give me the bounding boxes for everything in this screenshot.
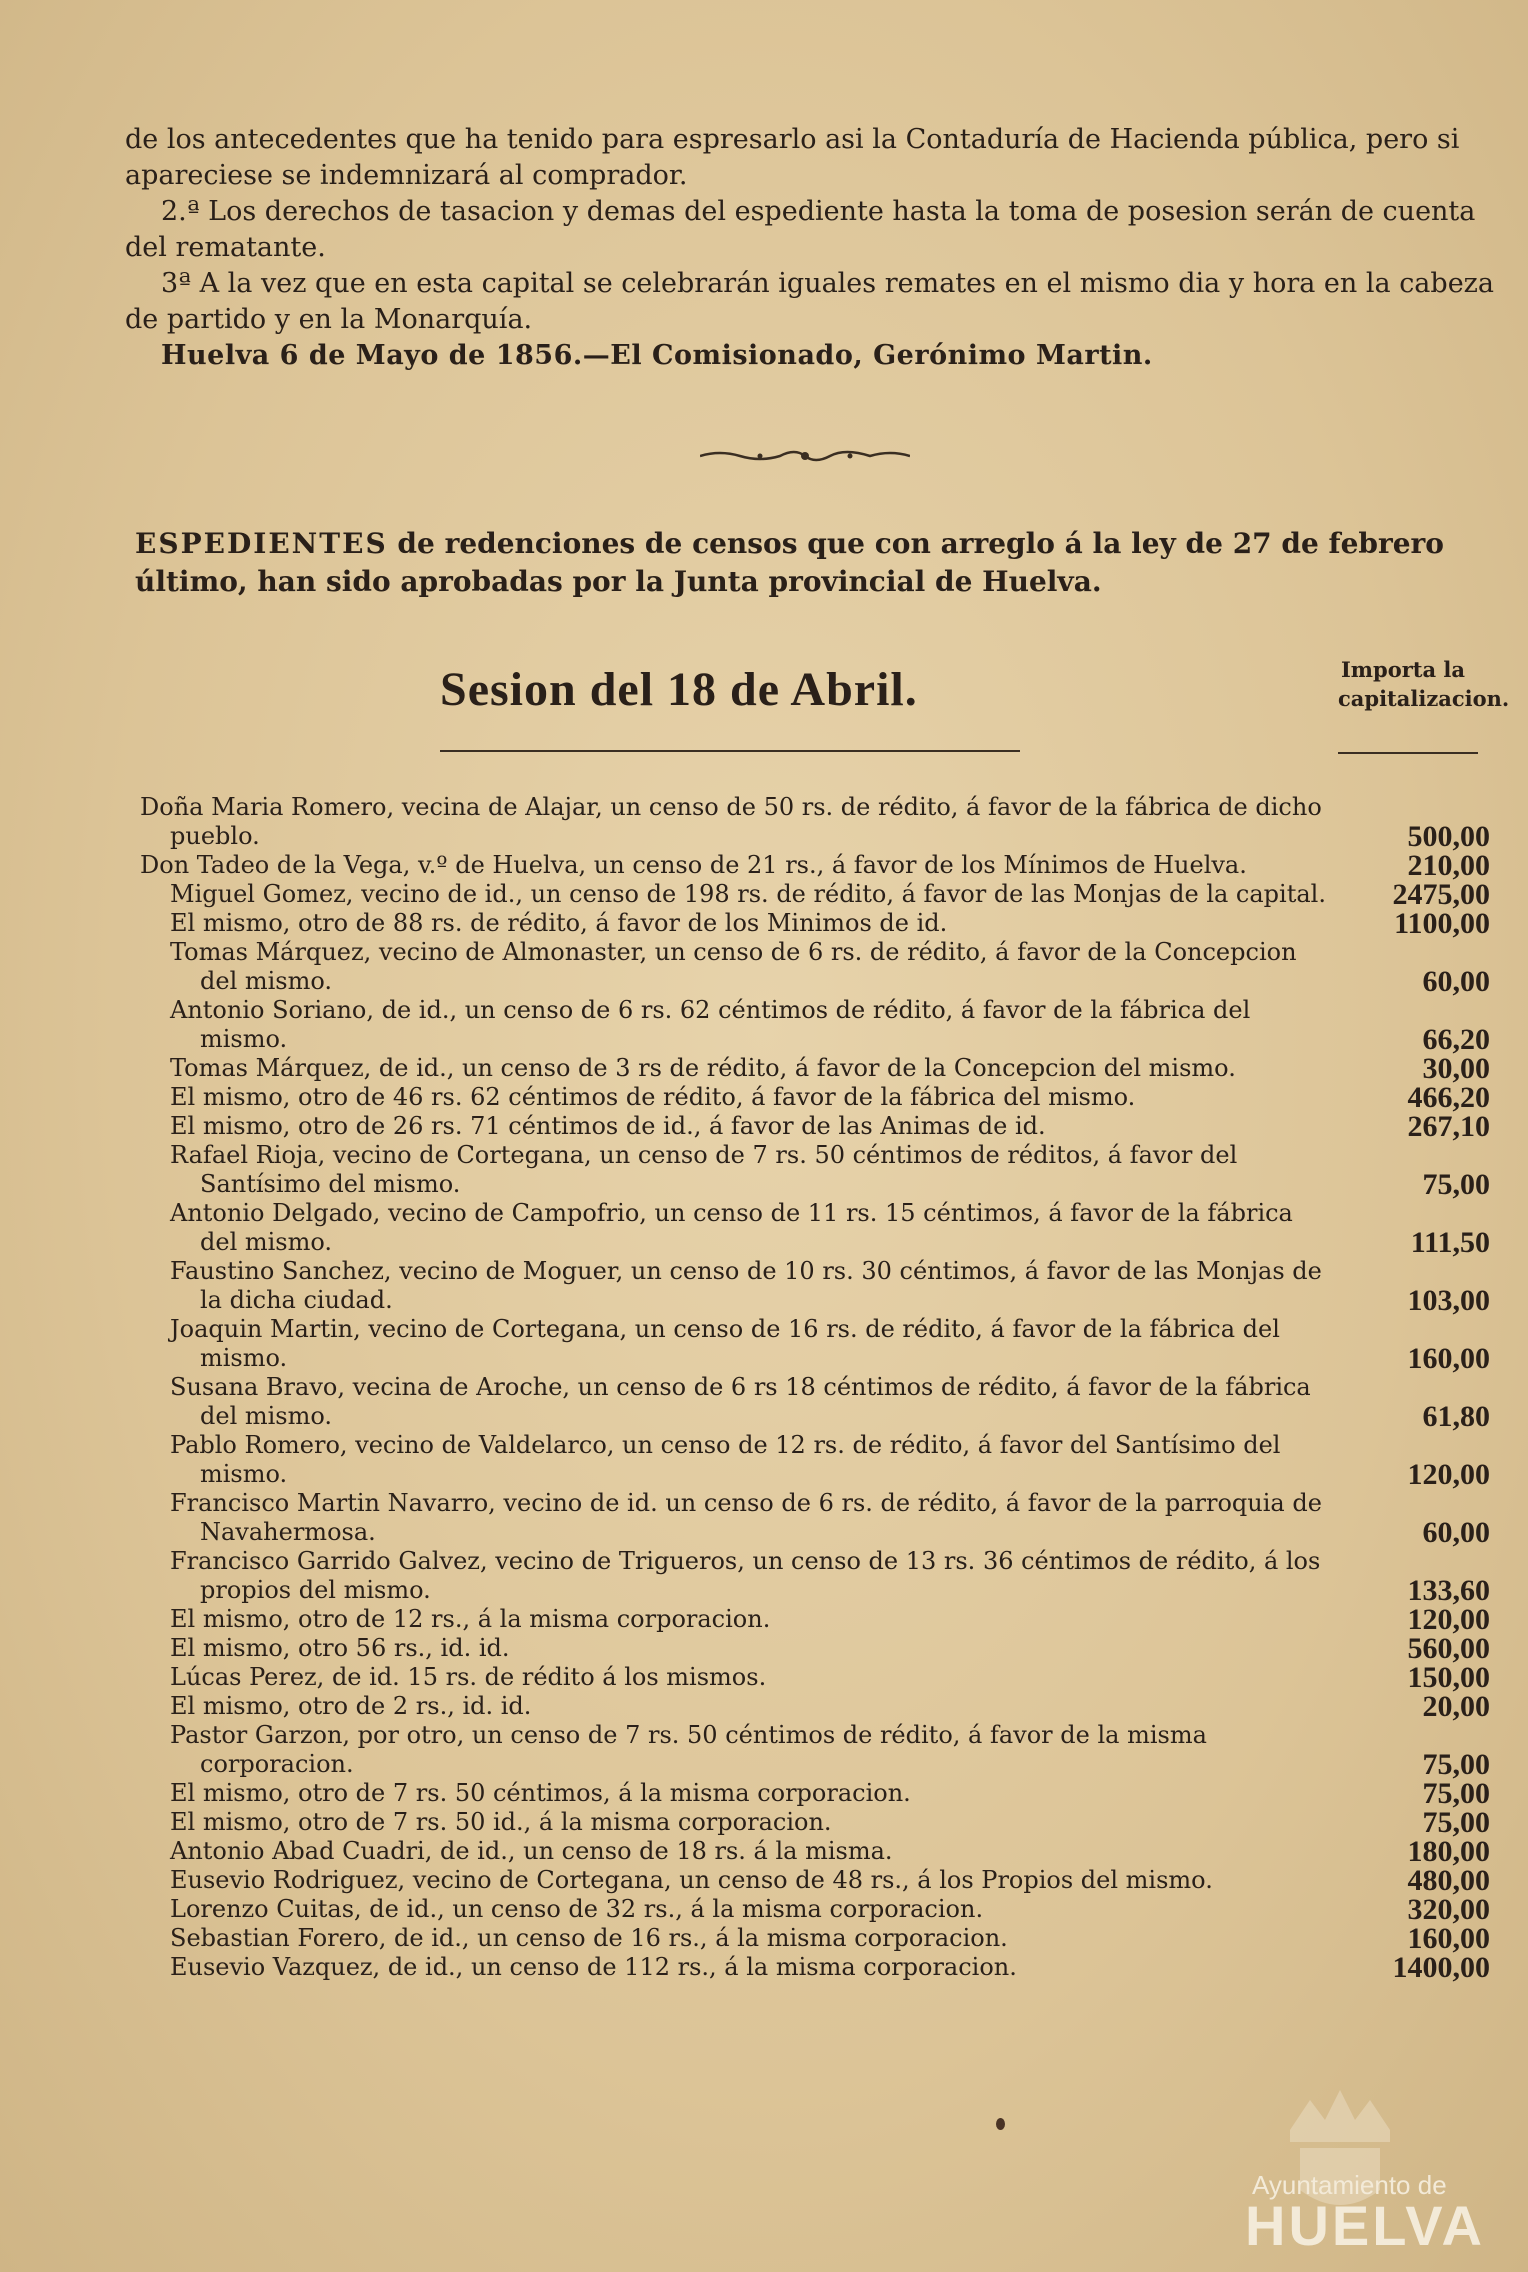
entry-row (140, 1141, 1490, 1199)
entry-text: El mismo, otro de 88 rs. de rédito, á favor de los Minimos de id. (170, 909, 948, 937)
entry-text: Antonio Abad Cuadri, de id., un censo de 18 rs. á la misma. (170, 1837, 893, 1865)
entry-amount: 30,00 (1422, 1052, 1490, 1085)
entry-text: Lorenzo Cuitas, de id., un censo de 32 rs., á la misma corporacion. (170, 1895, 984, 1923)
entry-amount: 320,00 (1407, 1893, 1490, 1926)
column-rule (1338, 752, 1478, 754)
ink-dot (996, 2118, 1005, 2130)
intro-paragraph-2: 2.ª Los derechos de tasacion y demas del espediente hasta la toma de posesion serán de cuenta del rematante. (125, 196, 1476, 263)
intro-text (125, 122, 1495, 374)
entry-row (140, 1837, 1490, 1866)
entry-row (140, 1083, 1490, 1112)
entry-row (140, 1953, 1490, 1982)
entry-text: El mismo, otro de 26 rs. 71 céntimos de id., á favor de las Animas de id. (170, 1112, 1046, 1140)
entry-text: Rafael Rioja, vecino de Cortegana, un censo de 7 rs. 50 céntimos de réditos, á favor del Santísimo del mismo. (170, 1141, 1238, 1198)
entry-row (140, 1315, 1490, 1373)
entry-text: Faustino Sanchez, vecino de Moguer, un censo de 10 rs. 30 céntimos, á favor de las Monjas de la dicha ciudad. (170, 1257, 1322, 1314)
watermark-line-1: Ayuntamiento de (1252, 2170, 1447, 2200)
entry-amount: 160,00 (1407, 1922, 1490, 1955)
entry-text: Lúcas Perez, de id. 15 rs. de rédito á los mismos. (170, 1663, 767, 1691)
ornament-divider (700, 448, 910, 464)
entry-row (140, 1547, 1490, 1605)
entry-row (140, 1257, 1490, 1315)
column-header: Importa la capitalizacion. (1338, 657, 1510, 711)
entry-text: El mismo, otro de 2 rs., id. id. (170, 1692, 532, 1720)
entry-amount: 267,10 (1407, 1110, 1490, 1143)
entry-text: El mismo, otro 56 rs., id. id. (170, 1634, 510, 1662)
entry-amount: 75,00 (1422, 1748, 1490, 1781)
entry-row (140, 1199, 1490, 1257)
entry-row (140, 1692, 1490, 1721)
entry-row (140, 1634, 1490, 1663)
entry-amount: 66,20 (1422, 1023, 1490, 1056)
entry-row (140, 1866, 1490, 1895)
entry-row (140, 1605, 1490, 1634)
entry-amount: 75,00 (1422, 1168, 1490, 1201)
entry-amount: 60,00 (1422, 965, 1490, 998)
entry-amount: 150,00 (1407, 1661, 1490, 1694)
entry-row (140, 996, 1490, 1054)
entry-row (140, 1489, 1490, 1547)
entry-row (140, 1924, 1490, 1953)
entry-text: El mismo, otro de 7 rs. 50 id., á la misma corporacion. (170, 1808, 832, 1836)
entry-text: Tomas Márquez, de id., un censo de 3 rs de rédito, á favor de la Concepcion del mismo. (170, 1054, 1236, 1082)
entry-amount: 111,50 (1410, 1226, 1490, 1259)
entry-row (140, 909, 1490, 938)
entry-row (140, 1054, 1490, 1083)
entries-list (140, 793, 1490, 1982)
entry-row (140, 1373, 1490, 1431)
session-rule (440, 750, 1020, 752)
entry-text: Don Tadeo de la Vega, v.º de Huelva, un censo de 21 rs., á favor de los Mínimos de Huelva. (140, 851, 1247, 879)
entry-text: Joaquin Martin, vecino de Cortegana, un censo de 16 rs. de rédito, á favor de la fábrica del mismo. (170, 1315, 1280, 1372)
entry-amount: 560,00 (1407, 1632, 1490, 1665)
entry-amount: 61,80 (1422, 1400, 1490, 1433)
heading-lead: ESPEDIENTES (135, 527, 388, 560)
entry-text: Eusevio Rodriguez, vecino de Cortegana, un censo de 48 rs., á los Propios del mismo. (170, 1866, 1213, 1894)
entry-row (140, 1431, 1490, 1489)
entry-amount: 480,00 (1407, 1864, 1490, 1897)
entry-row (140, 793, 1490, 851)
entry-amount: 103,00 (1407, 1284, 1490, 1317)
entry-row (140, 1112, 1490, 1141)
entry-amount: 500,00 (1407, 820, 1490, 853)
entry-amount: 160,00 (1407, 1342, 1490, 1375)
entry-amount: 466,20 (1407, 1081, 1490, 1114)
entry-text: Antonio Delgado, vecino de Campofrio, un censo de 11 rs. 15 céntimos, á favor de la fábrica del mismo. (170, 1199, 1293, 1256)
entry-amount: 1100,00 (1394, 907, 1490, 940)
entry-row (140, 880, 1490, 909)
entry-amount: 210,00 (1407, 849, 1490, 882)
entry-amount: 2475,00 (1392, 878, 1490, 911)
entry-amount: 1400,00 (1392, 1951, 1490, 1984)
entry-text: Susana Bravo, vecina de Aroche, un censo de 6 rs 18 céntimos de rédito, á favor de la fábrica del mismo. (170, 1373, 1311, 1430)
entry-text: Eusevio Vazquez, de id., un censo de 112 rs., á la misma corporacion. (170, 1953, 1017, 1981)
entry-row (140, 851, 1490, 880)
entry-amount: 120,00 (1407, 1458, 1490, 1491)
entry-text: Sebastian Forero, de id., un censo de 16 rs., á la misma corporacion. (170, 1924, 1008, 1952)
entry-text: El mismo, otro de 12 rs., á la misma corporacion. (170, 1605, 771, 1633)
entry-row (140, 1895, 1490, 1924)
entry-text: Tomas Márquez, vecino de Almonaster, un censo de 6 rs. de rédito, á favor de la Concepcion del mismo. (170, 938, 1297, 995)
entry-amount: 120,00 (1407, 1603, 1490, 1636)
entry-amount: 133,60 (1407, 1574, 1490, 1607)
entry-text: Pastor Garzon, por otro, un censo de 7 rs. 50 céntimos de rédito, á favor de la misma corporacion. (170, 1721, 1207, 1778)
entry-row (140, 1779, 1490, 1808)
entry-text: Francisco Garrido Galvez, vecino de Trigueros, un censo de 13 rs. 36 céntimos de rédito, á los propios del mismo. (170, 1547, 1321, 1604)
entry-text: Francisco Martin Navarro, vecino de id. un censo de 6 rs. de rédito, á favor de la parroquia de Navahermosa. (170, 1489, 1322, 1546)
entry-text: Miguel Gomez, vecino de id., un censo de 198 rs. de rédito, á favor de las Monjas de la capital. (170, 880, 1326, 908)
entry-row (140, 1663, 1490, 1692)
heading-rest: de redenciones de censos que con arreglo á la ley de 27 de febrero último, han sido aprobadas por la Junta provincial de Huelva. (135, 527, 1444, 598)
entry-amount: 60,00 (1422, 1516, 1490, 1549)
entry-amount: 20,00 (1422, 1690, 1490, 1723)
entry-text: El mismo, otro de 46 rs. 62 céntimos de rédito, á favor de la fábrica del mismo. (170, 1083, 1136, 1111)
entry-amount: 180,00 (1407, 1835, 1490, 1868)
intro-paragraph-1: de los antecedentes que ha tenido para espresarlo asi la Contaduría de Hacienda pública, pero si apareciese se indemnizará al comprador. (125, 124, 1460, 191)
entry-text: Pablo Romero, vecino de Valdelarco, un censo de 12 rs. de rédito, á favor del Santísimo del mismo. (170, 1431, 1281, 1488)
signature: Huelva 6 de Mayo de 1856.—El Comisionado, Gerónimo Martin. (161, 340, 1153, 371)
entry-amount: 75,00 (1422, 1806, 1490, 1839)
watermark-line-2: HUELVA (1245, 2194, 1485, 2257)
entry-text: Antonio Soriano, de id., un censo de 6 rs. 62 céntimos de rédito, á favor de la fábrica del mismo. (170, 996, 1251, 1053)
session-title: Sesion del 18 de Abril. (440, 663, 918, 716)
entry-text: El mismo, otro de 7 rs. 50 céntimos, á la misma corporacion. (170, 1779, 911, 1807)
entry-text: Doña Maria Romero, vecina de Alajar, un censo de 50 rs. de rédito, á favor de la fábrica de dicho pueblo. (140, 793, 1322, 850)
intro-paragraph-3: 3ª A la vez que en esta capital se celebrarán iguales remates en el mismo dia y hora en la cabeza de partido y en la Monarquía. (125, 268, 1494, 335)
section-heading (135, 525, 1495, 601)
entry-row (140, 938, 1490, 996)
entry-amount: 75,00 (1422, 1777, 1490, 1810)
entry-row (140, 1808, 1490, 1837)
entry-row (140, 1721, 1490, 1779)
